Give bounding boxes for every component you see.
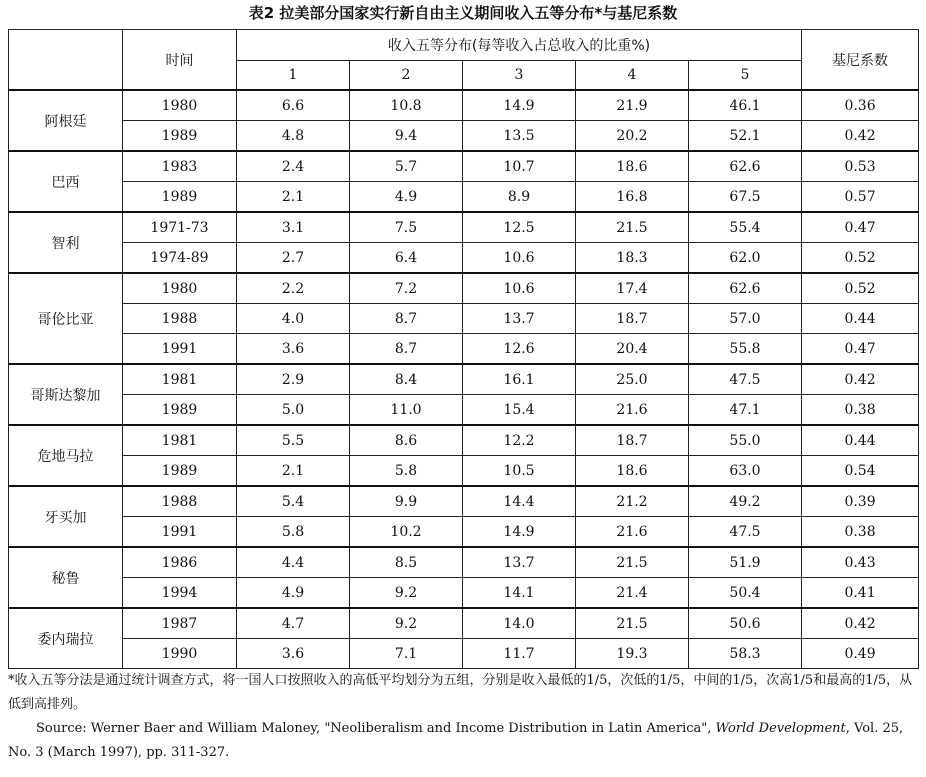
- quintile-share-cell: 7.1: [350, 639, 463, 669]
- gini-cell: 0.39: [802, 486, 919, 517]
- quintile-share-cell: 4.8: [237, 121, 350, 152]
- table-row: [9, 456, 919, 487]
- quintile-share-cell: 3.6: [237, 639, 350, 669]
- table-row: [9, 517, 919, 548]
- quintile-share-cell: 7.2: [350, 273, 463, 304]
- quintile-header-4: 4: [576, 61, 689, 91]
- quintile-share-cell: 46.1: [689, 90, 802, 121]
- quintile-share-cell: 67.5: [689, 182, 802, 213]
- quintile-share-cell: 4.7: [237, 608, 350, 639]
- quintile-share-cell: 13.7: [463, 547, 576, 578]
- table-row: [9, 608, 919, 639]
- quintile-share-cell: 5.4: [237, 486, 350, 517]
- quintile-share-cell: 9.9: [350, 486, 463, 517]
- country-cell: 智利: [9, 212, 123, 273]
- quintile-share-cell: 9.2: [350, 608, 463, 639]
- quintile-group-header: 收入五等分布(每等收入占总收入的比重%): [237, 30, 802, 61]
- source-citation: [8, 717, 920, 765]
- year-cell: 1989: [123, 121, 237, 152]
- table-notes: [8, 669, 920, 765]
- gini-cell: 0.52: [802, 243, 919, 274]
- quintile-header-1: 1: [237, 61, 350, 91]
- year-cell: 1990: [123, 639, 237, 669]
- table-row: [9, 273, 919, 304]
- quintile-share-cell: 17.4: [576, 273, 689, 304]
- quintile-share-cell: 16.8: [576, 182, 689, 213]
- quintile-share-cell: 8.7: [350, 304, 463, 334]
- quintile-share-cell: 21.5: [576, 212, 689, 243]
- quintile-header-3: 3: [463, 61, 576, 91]
- quintile-share-cell: 18.6: [576, 151, 689, 182]
- quintile-share-cell: 7.5: [350, 212, 463, 243]
- gini-cell: 0.53: [802, 151, 919, 182]
- quintile-header-2: 2: [350, 61, 463, 91]
- gini-cell: 0.54: [802, 456, 919, 487]
- table-row: [9, 182, 919, 213]
- quintile-share-cell: 58.3: [689, 639, 802, 669]
- quintile-header-5: 5: [689, 61, 802, 91]
- table-row: [9, 304, 919, 334]
- quintile-share-cell: 21.6: [576, 517, 689, 548]
- quintile-share-cell: 21.5: [576, 547, 689, 578]
- time-header: 时间: [123, 30, 237, 91]
- year-cell: 1987: [123, 608, 237, 639]
- year-cell: 1991: [123, 517, 237, 548]
- table-row: [9, 151, 919, 182]
- quintile-share-cell: 12.6: [463, 334, 576, 365]
- year-cell: 1989: [123, 456, 237, 487]
- gini-cell: 0.42: [802, 608, 919, 639]
- year-cell: 1980: [123, 273, 237, 304]
- quintile-share-cell: 8.6: [350, 425, 463, 456]
- quintile-share-cell: 15.4: [463, 395, 576, 426]
- quintile-share-cell: 5.0: [237, 395, 350, 426]
- gini-cell: 0.42: [802, 364, 919, 395]
- quintile-share-cell: 8.4: [350, 364, 463, 395]
- gini-cell: 0.36: [802, 90, 919, 121]
- quintile-share-cell: 5.8: [350, 456, 463, 487]
- quintile-share-cell: 4.9: [350, 182, 463, 213]
- gini-cell: 0.42: [802, 121, 919, 152]
- quintile-share-cell: 25.0: [576, 364, 689, 395]
- corner-header-cell: [9, 30, 123, 91]
- quintile-share-cell: 3.1: [237, 212, 350, 243]
- quintile-share-cell: 4.9: [237, 578, 350, 609]
- quintile-share-cell: 5.5: [237, 425, 350, 456]
- quintile-share-cell: 6.4: [350, 243, 463, 274]
- country-cell: 秘鲁: [9, 547, 123, 608]
- quintile-share-cell: 55.8: [689, 334, 802, 365]
- quintile-share-cell: 5.7: [350, 151, 463, 182]
- country-cell: 牙买加: [9, 486, 123, 547]
- quintile-share-cell: 10.5: [463, 456, 576, 487]
- quintile-share-cell: 57.0: [689, 304, 802, 334]
- year-cell: 1989: [123, 182, 237, 213]
- quintile-share-cell: 2.2: [237, 273, 350, 304]
- quintile-share-cell: 51.9: [689, 547, 802, 578]
- quintile-share-cell: 9.4: [350, 121, 463, 152]
- quintile-share-cell: 21.4: [576, 578, 689, 609]
- gini-cell: 0.43: [802, 547, 919, 578]
- gini-cell: 0.47: [802, 212, 919, 243]
- year-cell: 1981: [123, 425, 237, 456]
- table-row: [9, 243, 919, 274]
- year-cell: 1994: [123, 578, 237, 609]
- quintile-share-cell: 14.1: [463, 578, 576, 609]
- quintile-share-cell: 21.9: [576, 90, 689, 121]
- year-cell: 1991: [123, 334, 237, 365]
- quintile-share-cell: 14.9: [463, 90, 576, 121]
- quintile-share-cell: 10.7: [463, 151, 576, 182]
- quintile-share-cell: 13.5: [463, 121, 576, 152]
- table-row: [9, 364, 919, 395]
- country-cell: 哥伦比亚: [9, 273, 123, 364]
- year-cell: 1986: [123, 547, 237, 578]
- country-cell: 危地马拉: [9, 425, 123, 486]
- quintile-share-cell: 21.5: [576, 608, 689, 639]
- gini-cell: 0.41: [802, 578, 919, 609]
- quintile-share-cell: 12.2: [463, 425, 576, 456]
- quintile-share-cell: 18.7: [576, 425, 689, 456]
- gini-header: 基尼系数: [802, 30, 919, 91]
- quintile-share-cell: 14.4: [463, 486, 576, 517]
- quintile-share-cell: 14.0: [463, 608, 576, 639]
- quintile-share-cell: 49.2: [689, 486, 802, 517]
- quintile-share-cell: 21.6: [576, 395, 689, 426]
- table-title: 表2 拉美部分国家实行新自由主义期间收入五等分布*与基尼系数: [248, 4, 678, 22]
- quintile-share-cell: 47.5: [689, 364, 802, 395]
- table-body: [9, 90, 919, 669]
- quintile-share-cell: 63.0: [689, 456, 802, 487]
- quintile-share-cell: 52.1: [689, 121, 802, 152]
- quintile-share-cell: 5.8: [237, 517, 350, 548]
- quintile-share-cell: 2.1: [237, 456, 350, 487]
- quintile-share-cell: 9.2: [350, 578, 463, 609]
- quintile-share-cell: 11.0: [350, 395, 463, 426]
- table-row: [9, 395, 919, 426]
- gini-cell: 0.44: [802, 304, 919, 334]
- gini-cell: 0.49: [802, 639, 919, 669]
- gini-cell: 0.47: [802, 334, 919, 365]
- quintile-share-cell: 4.0: [237, 304, 350, 334]
- year-cell: 1988: [123, 486, 237, 517]
- quintile-share-cell: 13.7: [463, 304, 576, 334]
- table-row: [9, 486, 919, 517]
- country-cell: 巴西: [9, 151, 123, 212]
- quintile-share-cell: 2.7: [237, 243, 350, 274]
- gini-cell: 0.38: [802, 517, 919, 548]
- quintile-share-cell: 62.0: [689, 243, 802, 274]
- quintile-share-cell: 10.2: [350, 517, 463, 548]
- footnote: *收入五等分法是通过统计调查方式，将一国人口按照收入的高低平均划分为五组，分别是收入最低的1/5，次低的1/5，中间的1/5，次高1/5和最高的1/5，从低到高排列。: [8, 673, 913, 712]
- source-suffix: , Vol. 25, No. 3 (March 1997), pp. 311-327.: [8, 721, 904, 760]
- quintile-share-cell: 14.9: [463, 517, 576, 548]
- quintile-share-cell: 50.4: [689, 578, 802, 609]
- table-row: [9, 639, 919, 669]
- year-cell: 1981: [123, 364, 237, 395]
- country-cell: 阿根廷: [9, 90, 123, 151]
- table-row: [9, 334, 919, 365]
- quintile-share-cell: 18.6: [576, 456, 689, 487]
- gini-cell: 0.44: [802, 425, 919, 456]
- quintile-share-cell: 21.2: [576, 486, 689, 517]
- year-cell: 1980: [123, 90, 237, 121]
- table-row: [9, 578, 919, 609]
- table-row: [9, 547, 919, 578]
- quintile-share-cell: 4.4: [237, 547, 350, 578]
- table-row: [9, 425, 919, 456]
- quintile-share-cell: 8.9: [463, 182, 576, 213]
- quintile-share-cell: 47.1: [689, 395, 802, 426]
- quintile-share-cell: 10.6: [463, 243, 576, 274]
- gini-cell: 0.57: [802, 182, 919, 213]
- table-row: [9, 121, 919, 152]
- quintile-share-cell: 18.7: [576, 304, 689, 334]
- year-cell: 1971-73: [123, 212, 237, 243]
- quintile-share-cell: 62.6: [689, 273, 802, 304]
- year-cell: 1989: [123, 395, 237, 426]
- quintile-share-cell: 20.4: [576, 334, 689, 365]
- quintile-share-cell: 2.1: [237, 182, 350, 213]
- quintile-share-cell: 6.6: [237, 90, 350, 121]
- quintile-share-cell: 8.7: [350, 334, 463, 365]
- quintile-share-cell: 55.0: [689, 425, 802, 456]
- quintile-share-cell: 11.7: [463, 639, 576, 669]
- gini-cell: 0.38: [802, 395, 919, 426]
- quintile-share-cell: 10.8: [350, 90, 463, 121]
- quintile-share-cell: 12.5: [463, 212, 576, 243]
- source-prefix: Source: Werner Baer and William Maloney, "Neoliberalism and Income Distribution in Latin America",: [36, 721, 712, 736]
- quintile-share-cell: 16.1: [463, 364, 576, 395]
- country-cell: 委内瑞拉: [9, 608, 123, 669]
- quintile-share-cell: 47.5: [689, 517, 802, 548]
- quintile-share-cell: 2.4: [237, 151, 350, 182]
- quintile-share-cell: 62.6: [689, 151, 802, 182]
- quintile-share-cell: 19.3: [576, 639, 689, 669]
- gini-cell: 0.52: [802, 273, 919, 304]
- quintile-share-cell: 3.6: [237, 334, 350, 365]
- quintile-share-cell: 55.4: [689, 212, 802, 243]
- year-cell: 1983: [123, 151, 237, 182]
- year-cell: 1988: [123, 304, 237, 334]
- source-journal: World Development: [715, 721, 846, 736]
- quintile-share-cell: 2.9: [237, 364, 350, 395]
- quintile-share-cell: 8.5: [350, 547, 463, 578]
- table-row: [9, 212, 919, 243]
- quintile-share-cell: 50.6: [689, 608, 802, 639]
- quintile-share-cell: 10.6: [463, 273, 576, 304]
- quintile-share-cell: 20.2: [576, 121, 689, 152]
- income-distribution-table: [8, 29, 919, 669]
- quintile-share-cell: 18.3: [576, 243, 689, 274]
- table-row: [9, 90, 919, 121]
- year-cell: 1974-89: [123, 243, 237, 274]
- country-cell: 哥斯达黎加: [9, 364, 123, 425]
